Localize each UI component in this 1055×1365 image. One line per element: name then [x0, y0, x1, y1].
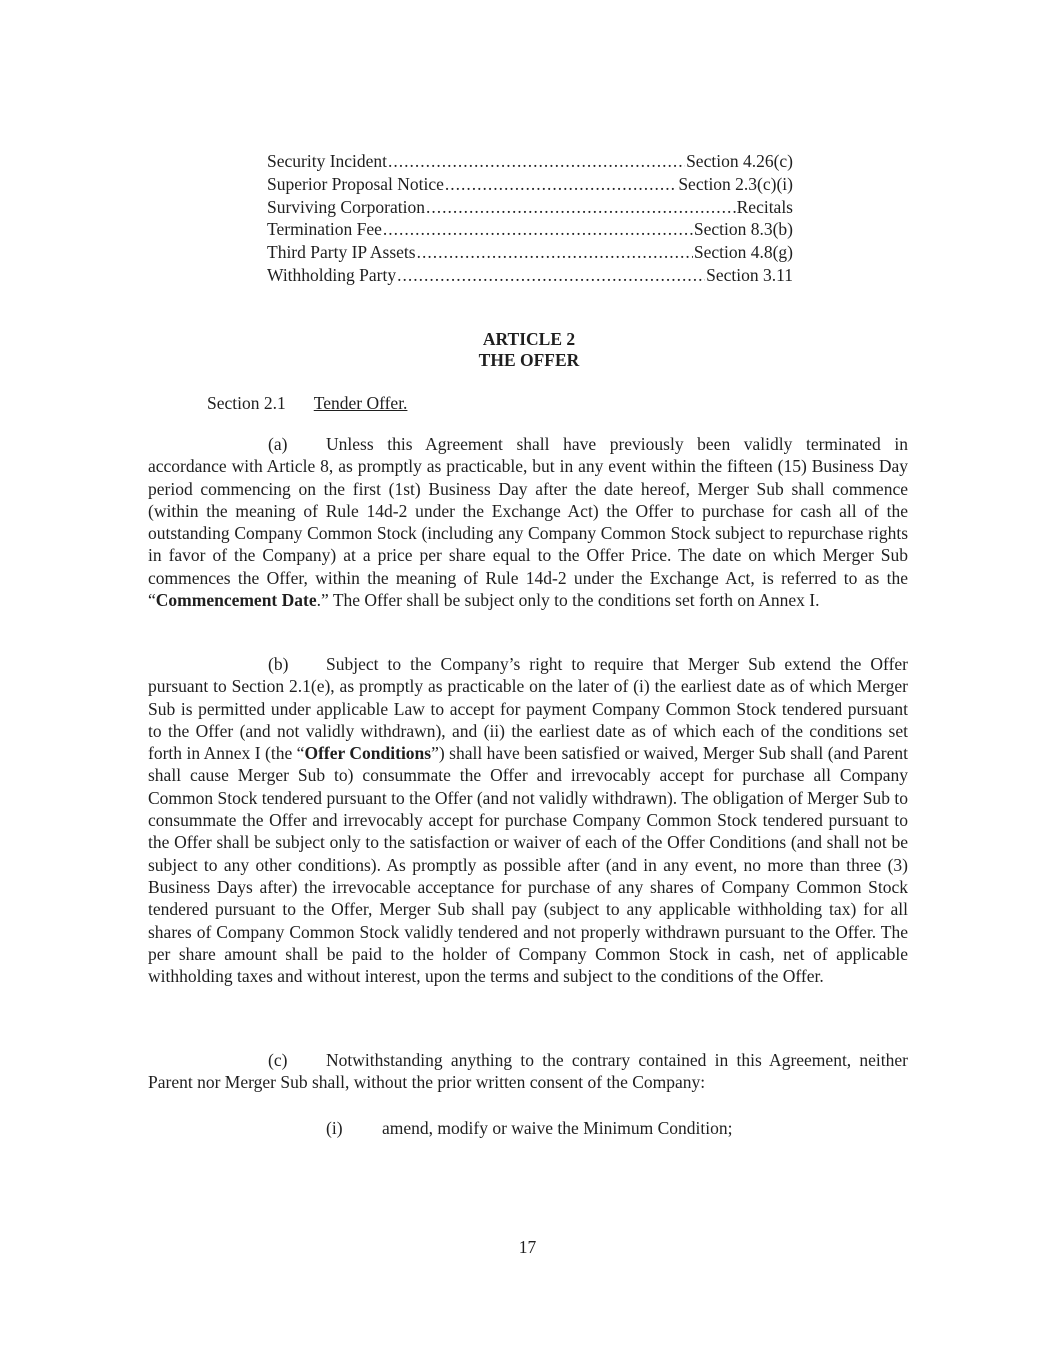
paragraph-a [148, 433, 908, 611]
subitem-label: (i) [326, 1118, 343, 1138]
definition-row [267, 150, 793, 173]
definition-reference: Section 4.26(c) [686, 151, 793, 171]
definition-row [267, 173, 793, 196]
dot-leader [383, 218, 693, 241]
paragraph-c [148, 1049, 908, 1094]
definitions-index [267, 150, 793, 287]
subitem-text: amend, modify or waive the Minimum Condition; [382, 1118, 733, 1138]
dot-leader [445, 173, 677, 196]
paragraph-text: Notwithstanding anything to the contrary contained in this Agreement, neither Parent nor Merger Sub shall, without the prior written consent of the Company: [148, 1050, 908, 1093]
article-number: ARTICLE 2 [482, 329, 576, 349]
definition-term: Surviving Corporation [267, 196, 425, 217]
definition-term: Termination Fee [267, 219, 382, 240]
paragraph-text: Unless this Agreement shall have previously been validly terminated in accordance with Article 8, as promptly as practicable, but in any event within the fifteen (15) Business Day period commencing on the first (1st) Business Day after the date hereof, Merger Sub shall commence (within the meaning of Rule 14d-2 under the Exchange Act) the Offer to purchase for cash all of the outstanding Company Common Stock (including any Company Common Stock subject to repurchase rights in favor of the Company) at a price per share equal to the Offer Price. The date on which Merger Sub commences the Offer, within the meaning of Rule 14d-2 under the Exchange Act, is referred to as the “ [148, 434, 908, 611]
definition-reference: Section 8.3(b) [693, 219, 793, 240]
paragraph-text: ”) shall have been satisfied or waived, Merger Sub shall (and Parent shall cause Merger Sub to) consummate the Offer and irrevocably accept for purchase all Company Common Stock tendered pursuant to the Offer (and not validly withdrawn). The obligation of Merger Sub to consummate the Offer and irrevocably accept for purchase Company Common Stock tendered pursuant to the Offer shall be subject only to the satisfaction or waiver of each of the Offer Conditions (and shall not be subject to any other conditions). As promptly as possible after (and in any event, no more than three (3) Business Days after) the irrevocable acceptance for purchase of any shares of Company Common Stock tendered pursuant to the Offer, Merger Sub shall pay (subject to any applicable withholding tax) for all shares of Company Common Stock validly tendered and not properly withdrawn pursuant to the Offer. The per share amount shall be paid to the holder of Company Common Stock in cash, net of applicable withholding taxes and without interest, upon the terms and subject to the conditions of the Offer. [148, 743, 909, 987]
dot-leader [397, 264, 705, 287]
article-heading [0, 329, 1055, 371]
page-number: 17 [518, 1237, 537, 1257]
section-heading [207, 392, 407, 414]
definition-term: Security Incident [267, 151, 388, 171]
dot-leader [417, 241, 693, 264]
definition-row [267, 241, 793, 264]
definition-row [267, 218, 793, 241]
subitem-i [326, 1117, 732, 1139]
definition-reference: Section 2.3(c)(i) [678, 173, 793, 194]
paragraph-label: (c) [268, 1050, 288, 1070]
article-title: THE OFFER [478, 350, 580, 370]
paragraph-label: (a) [268, 434, 288, 454]
defined-term: Commencement Date [155, 590, 317, 611]
section-number: Section 2.1 [207, 393, 286, 413]
paragraph-text: .” The Offer shall be subject only to the conditions set forth on Annex I. [316, 590, 820, 611]
paragraph-text: Subject to the Company’s right to require that Merger Sub extend the Offer pursuant to Section 2.1(e), as promptly as practicable on the later of (i) the earliest date as of which Merger Sub is permitted under applicable Law to accept for payment Company Common Stock tendered pursuant to the Offer (and not validly withdrawn), and (ii) the earliest date as of which each of the conditions set forth in Annex I (the “ [148, 654, 908, 764]
definition-reference: Section 4.8(g) [693, 242, 793, 263]
definition-row [267, 264, 793, 287]
dot-leader [388, 150, 685, 173]
definition-row [267, 196, 793, 219]
definition-term: Withholding Party [267, 264, 397, 285]
paragraph-label: (b) [268, 654, 289, 674]
definition-reference: Section 3.11 [706, 264, 793, 285]
dot-leader [426, 196, 736, 219]
definition-term: Third Party IP Assets [267, 242, 416, 263]
paragraph-b [148, 653, 908, 987]
definition-reference: Recitals [736, 196, 793, 217]
defined-term: Offer Conditions [304, 743, 432, 764]
definition-term: Superior Proposal Notice [267, 173, 444, 194]
section-title: Tender Offer. [313, 393, 408, 413]
